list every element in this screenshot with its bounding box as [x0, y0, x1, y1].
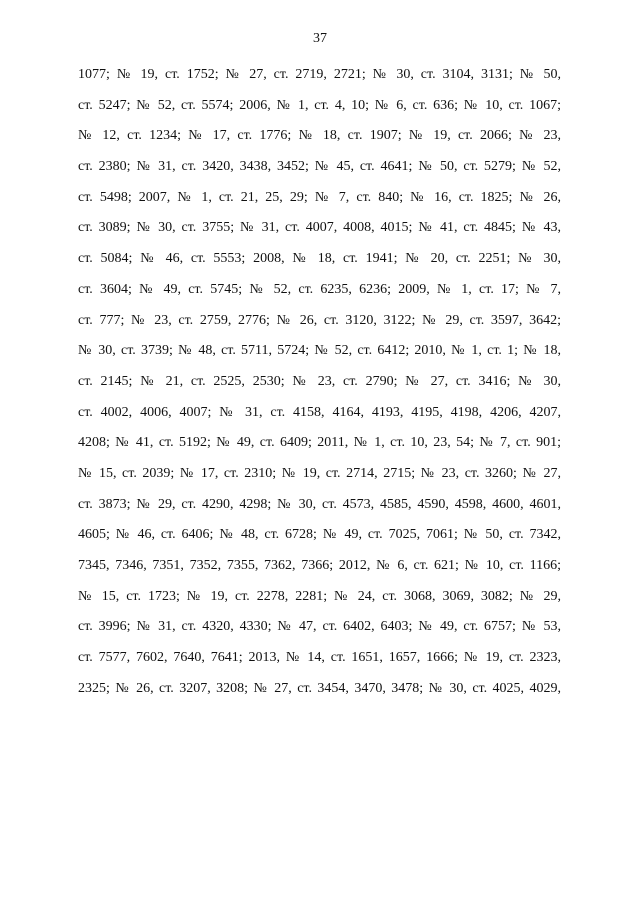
- text-line: ст. 777; № 23, ст. 2759, 2776; № 26, ст. 3120, 3122; № 29, ст. 3597, 3642;: [78, 312, 561, 328]
- text-line: № 12, ст. 1234; № 17, ст. 1776; № 18, ст. 1907; № 19, ст. 2066; № 23,: [78, 128, 561, 144]
- text-line: ст. 3873; № 29, ст. 4290, 4298; № 30, ст. 4573, 4585, 4590, 4598, 4600, 4601,: [78, 496, 561, 512]
- text-line: № 15, ст. 1723; № 19, ст. 2278, 2281; № 24, ст. 3068, 3069, 3082; № 29,: [78, 588, 561, 604]
- text-line: 2325; № 26, ст. 3207, 3208; № 27, ст. 3454, 3470, 3478; № 30, ст. 4025, 4029,: [78, 680, 561, 696]
- text-line: ст. 5247; № 52, ст. 5574; 2006, № 1, ст. 4, 10; № 6, ст. 636; № 10, ст. 1067;: [78, 97, 561, 113]
- text-line: ст. 4002, 4006, 4007; № 31, ст. 4158, 4164, 4193, 4195, 4198, 4206, 4207,: [78, 404, 561, 420]
- body-text: [78, 64, 561, 708]
- text-line: 1077; № 19, ст. 1752; № 27, ст. 2719, 2721; № 30, ст. 3104, 3131; № 50,: [78, 67, 561, 82]
- page-number: 37: [313, 31, 327, 46]
- text-line: ст. 5498; 2007, № 1, ст. 21, 25, 29; № 7, ст. 840; № 16, ст. 1825; № 26,: [78, 189, 561, 205]
- text-line: ст. 7577, 7602, 7640, 7641; 2013, № 14, ст. 1651, 1657, 1666; № 19, ст. 2323,: [78, 650, 561, 666]
- text-line: 7345, 7346, 7351, 7352, 7355, 7362, 7366; 2012, № 6, ст. 621; № 10, ст. 1166;: [78, 558, 561, 573]
- text-line: № 30, ст. 3739; № 48, ст. 5711, 5724; № 52, ст. 6412; 2010, № 1, ст. 1; № 18,: [78, 343, 561, 359]
- text-line: № 15, ст. 2039; № 17, ст. 2310; № 19, ст. 2714, 2715; № 23, ст. 3260; № 27,: [78, 465, 561, 481]
- text-line: 4605; № 46, ст. 6406; № 48, ст. 6728; № 49, ст. 7025, 7061; № 50, ст. 7342,: [78, 527, 561, 543]
- text-line: ст. 2145; № 21, ст. 2525, 2530; № 23, ст. 2790; № 27, ст. 3416; № 30,: [78, 373, 561, 389]
- text-line: 4208; № 41, ст. 5192; № 49, ст. 6409; 2011, № 1, ст. 10, 23, 54; № 7, ст. 901;: [78, 435, 561, 451]
- text-line: ст. 3089; № 30, ст. 3755; № 31, ст. 4007, 4008, 4015; № 41, ст. 4845; № 43,: [78, 220, 561, 236]
- text-line: ст. 3604; № 49, ст. 5745; № 52, ст. 6235, 6236; 2009, № 1, ст. 17; № 7,: [78, 281, 561, 297]
- text-line: ст. 2380; № 31, ст. 3420, 3438, 3452; № 45, ст. 4641; № 50, ст. 5279; № 52,: [78, 159, 561, 175]
- text-line: ст. 5084; № 46, ст. 5553; 2008, № 18, ст. 1941; № 20, ст. 2251; № 30,: [78, 251, 561, 267]
- text-line: ст. 3996; № 31, ст. 4320, 4330; № 47, ст. 6402, 6403; № 49, ст. 6757; № 53,: [78, 619, 561, 635]
